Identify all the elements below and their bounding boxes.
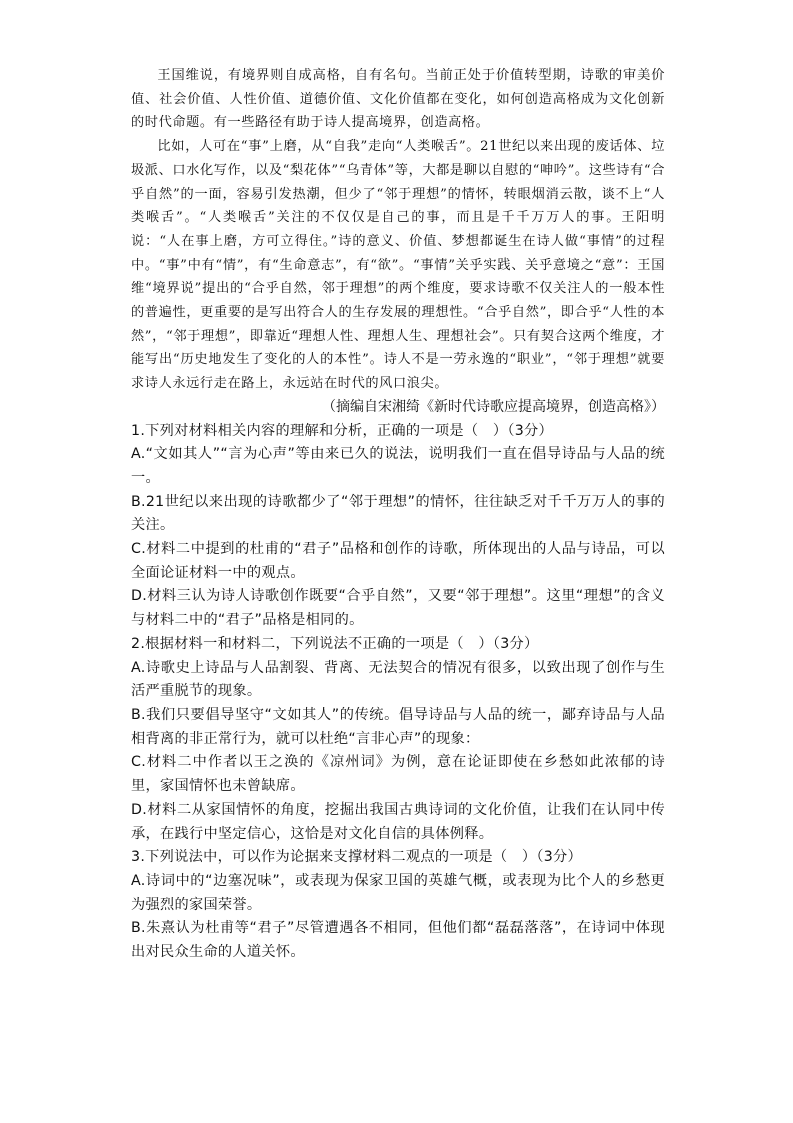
- question-list: [131, 420, 665, 965]
- question-option-b: B.朱熹认为杜甫等“君子”尽管遭遇各不相同，但他们都“磊磊落落”，在诗词中体现出对民众生命的人道关怀。: [131, 920, 665, 961]
- passage-paragraph-2: 比如，人可在“事”上磨，从“自我”走向“人类喉舌”。21世纪以来出现的废话体、垃圾派、口水化写作，以及“梨花体”“乌青体”等，大都是聊以自慰的“呻吟”。这些诗有“合乎自然”的一面，容易引发热潮，但少了“邻于理想”的情怀，转眼烟消云散，谈不上“人类喉舌”。“人类喉舌”关注的不仅仅是自己的事，而且是千千万万人的事。王阳明说：“人在事上磨，方可立得住。”诗的意义、价值、梦想都诞生在诗人做“事情”的过程中。“事”中有“情”，有“生命意志”，有“欲”。“事情”关乎实践、关乎意境之“意”：王国维“境界说”提出的“合乎自然，邻于理想”的两个维度，要求诗歌不仅关注人的一般本性的普遍性，更重要的是写出符合人的生存发展的理想性。“合乎自然”，即合乎“人性的本然”，“邻于理想”，即靠近“理想人性、理想人生、理想社会”。只有契合这两个维度，才能写出“历史地发生了变化的人的本性”。诗人不是一劳永逸的“职业”，“邻于理想”就要求诗人永远行走在路上，永远站在时代的风口浪尖。: [131, 139, 665, 392]
- question-option-b: B.我们只要倡导坚守“文如其人”的传统。倡导诗品与人品的统一，鄙弃诗品与人品相背离的非正常行为，就可以杜绝“言非心声”的现象：: [131, 706, 665, 747]
- question-option-c: C.材料二中作者以王之涣的《凉州词》为例，意在论证即使在乡愁如此浓郁的诗里，家国情怀也未曾缺席。: [131, 754, 665, 795]
- question-option-c: C.材料二中提到的杜甫的“君子”品格和创作的诗歌，所体现出的人品与诗品，可以全面论证材料一中的观点。: [131, 541, 665, 581]
- passage-source: （摘编自宋湘绮《新时代诗歌应提高境界，创造高格》）: [322, 398, 665, 415]
- question-stem: 3.下列说法中，可以作为论据来支撑材料二观点的一项是（ ）（3分）: [131, 849, 582, 866]
- question-option-b: B.21世纪以来出现的诗歌都少了“邻于理想”的情怀，往往缺乏对千千万万人的事的关注。: [131, 493, 665, 534]
- passage-paragraph-1: 王国维说，有境界则自成高格，自有名句。当前正处于价值转型期，诗歌的审美价值、社会价值、人性价值、道德价值、文化价值都在变化，如何创造高格成为文化创新的时代命题。有一些路径有助于诗人提高境界，创造高格。: [131, 68, 665, 131]
- question-3: [131, 846, 665, 965]
- question-stem: 2.根据材料一和材料二，下列说法不正确的一项是（ ）（3分）: [131, 635, 539, 652]
- question-2: [131, 633, 665, 846]
- reading-passage: [131, 64, 665, 396]
- question-option-d: D.材料三认为诗人诗歌创作既要“合乎自然”，又要“邻于理想”。这里“理想”的含义与材料二中的“君子”品格是相同的。: [131, 588, 665, 629]
- question-option-a: A.“文如其人”“言为心声”等由来已久的说法，说明我们一直在倡导诗品与人品的统一。: [131, 446, 665, 486]
- question-option-a: A.诗词中的“边塞况味”，或表现为保家卫国的英雄气概，或表现为比个人的乡愁更为强烈的家国荣誉。: [131, 872, 665, 913]
- question-stem: 1.下列对材料相关内容的理解和分析，正确的一项是（ ）（3分）: [131, 422, 554, 439]
- question-option-d: D.材料二从家国情怀的角度，挖掘出我国古典诗词的文化价值，让我们在认同中传承，在践行中坚定信心，这恰是对文化自信的具体例释。: [131, 801, 665, 842]
- question-option-a: A.诗歌史上诗品与人品割裂、背离、无法契合的情况有很多，以致出现了创作与生活严重脱节的现象。: [131, 659, 665, 700]
- question-1: [131, 420, 665, 633]
